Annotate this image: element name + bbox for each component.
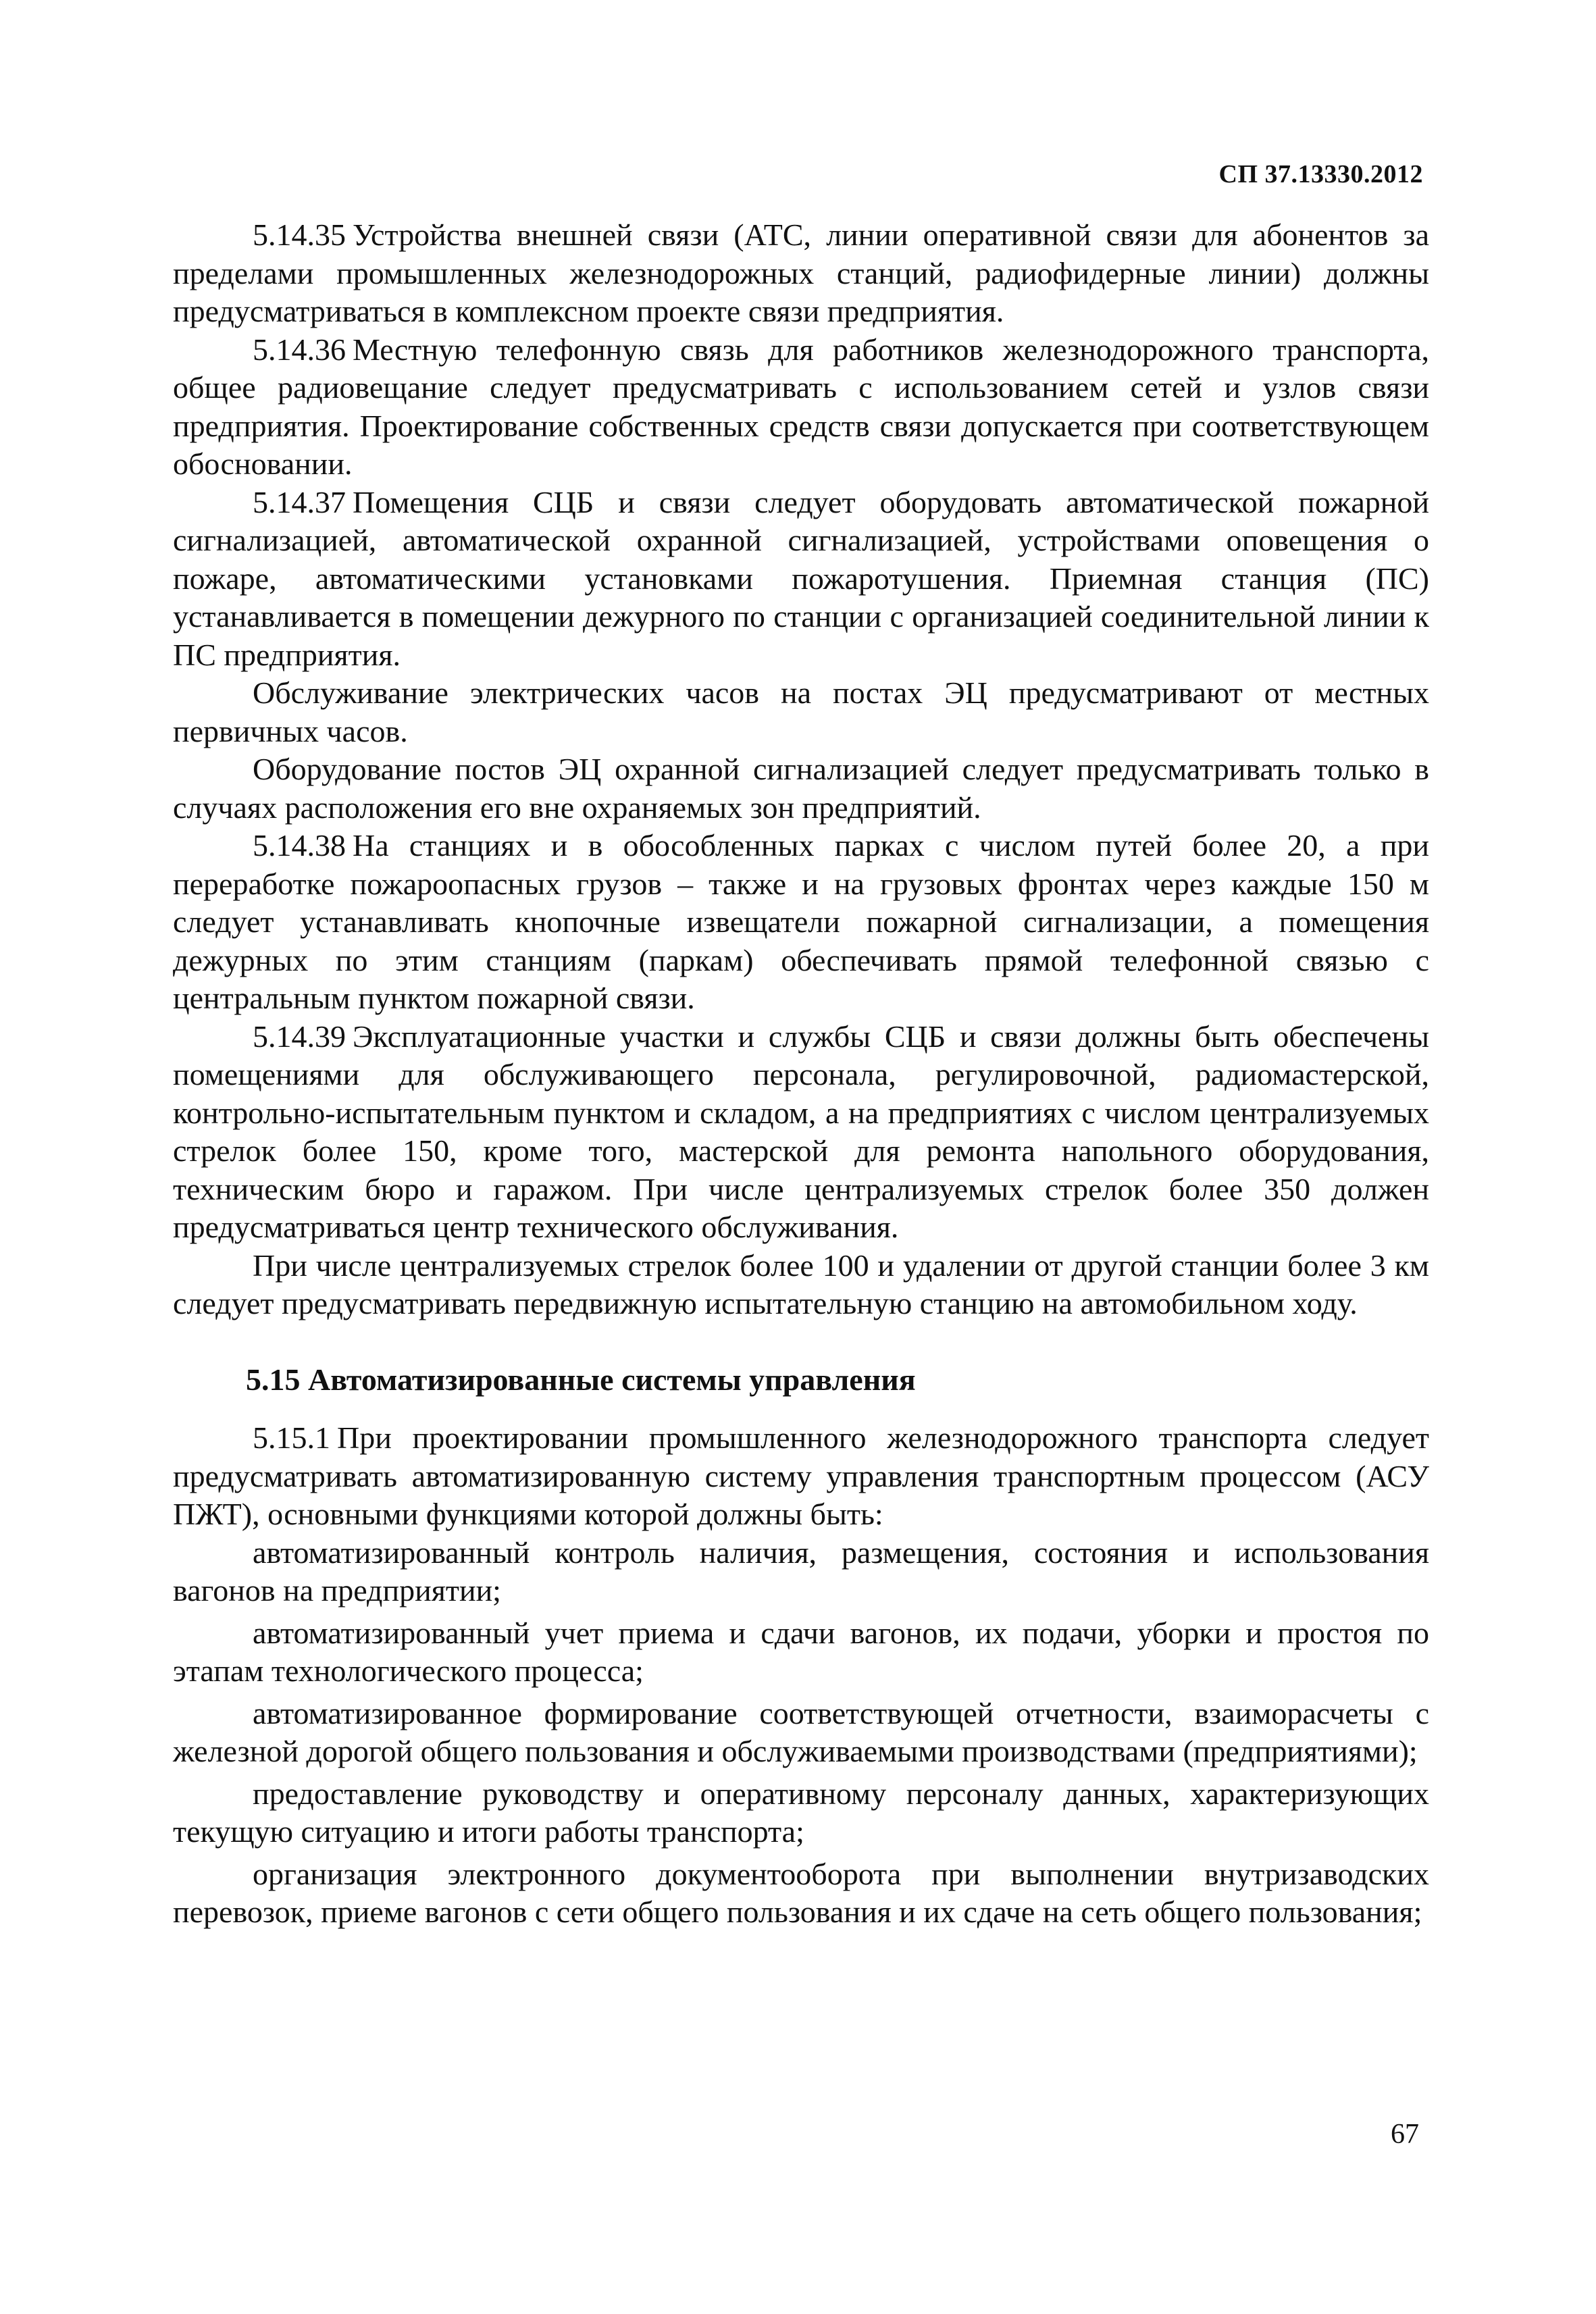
clause-number: 5.14.37 xyxy=(253,484,346,519)
document-code: СП 37.13330.2012 xyxy=(1218,160,1423,188)
list-item: организация электронного документооборота при выполнении внутризаводских перевозок, приеме вагонов с сети общего пользования и их сдаче на сеть общего пользования; xyxy=(173,1856,1429,1929)
clause-number: 5.14.38 xyxy=(253,828,346,863)
document-body xyxy=(173,216,1429,1936)
paragraph-5-14-36 xyxy=(173,331,1429,484)
paragraph-mobile-station: При числе централизуемых стрелок более 100 и удалении от другой станции более 3 км следует предусматривать передвижную испытательную станцию на автомобильном ходу. xyxy=(173,1248,1429,1320)
paragraph-5-14-37 xyxy=(173,484,1429,675)
list-item: автоматизированный учет приема и сдачи вагонов, их подачи, уборки и простоя по этапам технологического процесса; xyxy=(173,1615,1429,1688)
list-item: автоматизированное формирование соответствующей отчетности, взаиморасчеты с железной дорогой общего пользования и обслуживаемыми производствами (предприятиями); xyxy=(173,1695,1429,1768)
page-number: 67 xyxy=(1391,2119,1419,2150)
clause-number: 5.15.1 xyxy=(253,1420,330,1455)
clause-text: При проектировании промышленного железнодорожного транспорта следует предусматривать автоматизированную систему управления транспортным процессом (АСУ ПЖТ), основными функциями которой должны быть: xyxy=(173,1420,1429,1531)
paragraph-5-15-1 xyxy=(173,1419,1429,1534)
list-item: автоматизированный контроль наличия, размещения, состояния и использования вагонов на предприятии; xyxy=(173,1535,1429,1608)
paragraph-5-14-35 xyxy=(173,216,1429,331)
paragraph-security: Оборудование постов ЭЦ охранной сигнализацией следует предусматривать только в случаях расположения его вне охраняемых зон предприятий. xyxy=(173,752,1429,825)
clause-text: Местную телефонную связь для работников железнодорожного транспорта, общее радиовещание следует предусматривать с использованием сетей и узлов связи предприятия. Проектирование собственных средств связи допускается при соответствующем обосновании. xyxy=(173,332,1429,481)
clause-text: На станциях и в обособленных парках с числом путей более 20, а при переработке пожароопасных грузов – также и на грузовых фронтах через каждые 150 м следует устанавливать кнопочные извещатели пожарной сигнализации, а помещения дежурных по этим станциям (паркам) обеспечивать прямой телефонной связью с центральным пунктом пожарной связи. xyxy=(173,828,1429,1015)
clause-text: Эксплуатационные участки и службы СЦБ и связи должны быть обеспечены помещениями для обслуживающего персонала, регулировочной, радиомастерской, контрольно-испытательным пунктом и складом, а на предприятиях с числом централизуемых стрелок более 150, кроме того, мастерской для ремонта напольного оборудования, техническим бюро и гаражом. При числе централизуемых стрелок более 350 должен предусматриваться центр технического обслуживания. xyxy=(173,1019,1429,1244)
paragraph-5-14-38 xyxy=(173,827,1429,1018)
paragraph-clocks: Обслуживание электрических часов на постах ЭЦ предусматривают от местных первичных часов. xyxy=(173,675,1429,748)
list-item: предоставление руководству и оперативному персоналу данных, характеризующих текущую ситуацию и итоги работы транспорта; xyxy=(173,1776,1429,1849)
clause-number: 5.14.36 xyxy=(253,332,346,367)
clause-text: Помещения СЦБ и связи следует оборудовать автоматической пожарной сигнализацией, автоматической охранной сигнализацией, устройствами оповещения о пожаре, автоматическими установками пожаротушения. Приемная станция (ПС) устанавливается в помещении дежурного по станции с организацией соединительной линии к ПС предприятия. xyxy=(173,484,1429,672)
paragraph-5-14-39 xyxy=(173,1018,1429,1247)
clause-text: Устройства внешней связи (АТС, линии оперативной связи для абонентов за пределами промышленных железнодорожных станций, радиофидерные линии) должны предусматриваться в комплексном проекте связи предприятия. xyxy=(173,217,1429,328)
section-heading: 5.15 Автоматизированные системы управления xyxy=(246,1362,916,1397)
clause-number: 5.14.35 xyxy=(253,217,346,252)
clause-number: 5.14.39 xyxy=(253,1019,346,1054)
